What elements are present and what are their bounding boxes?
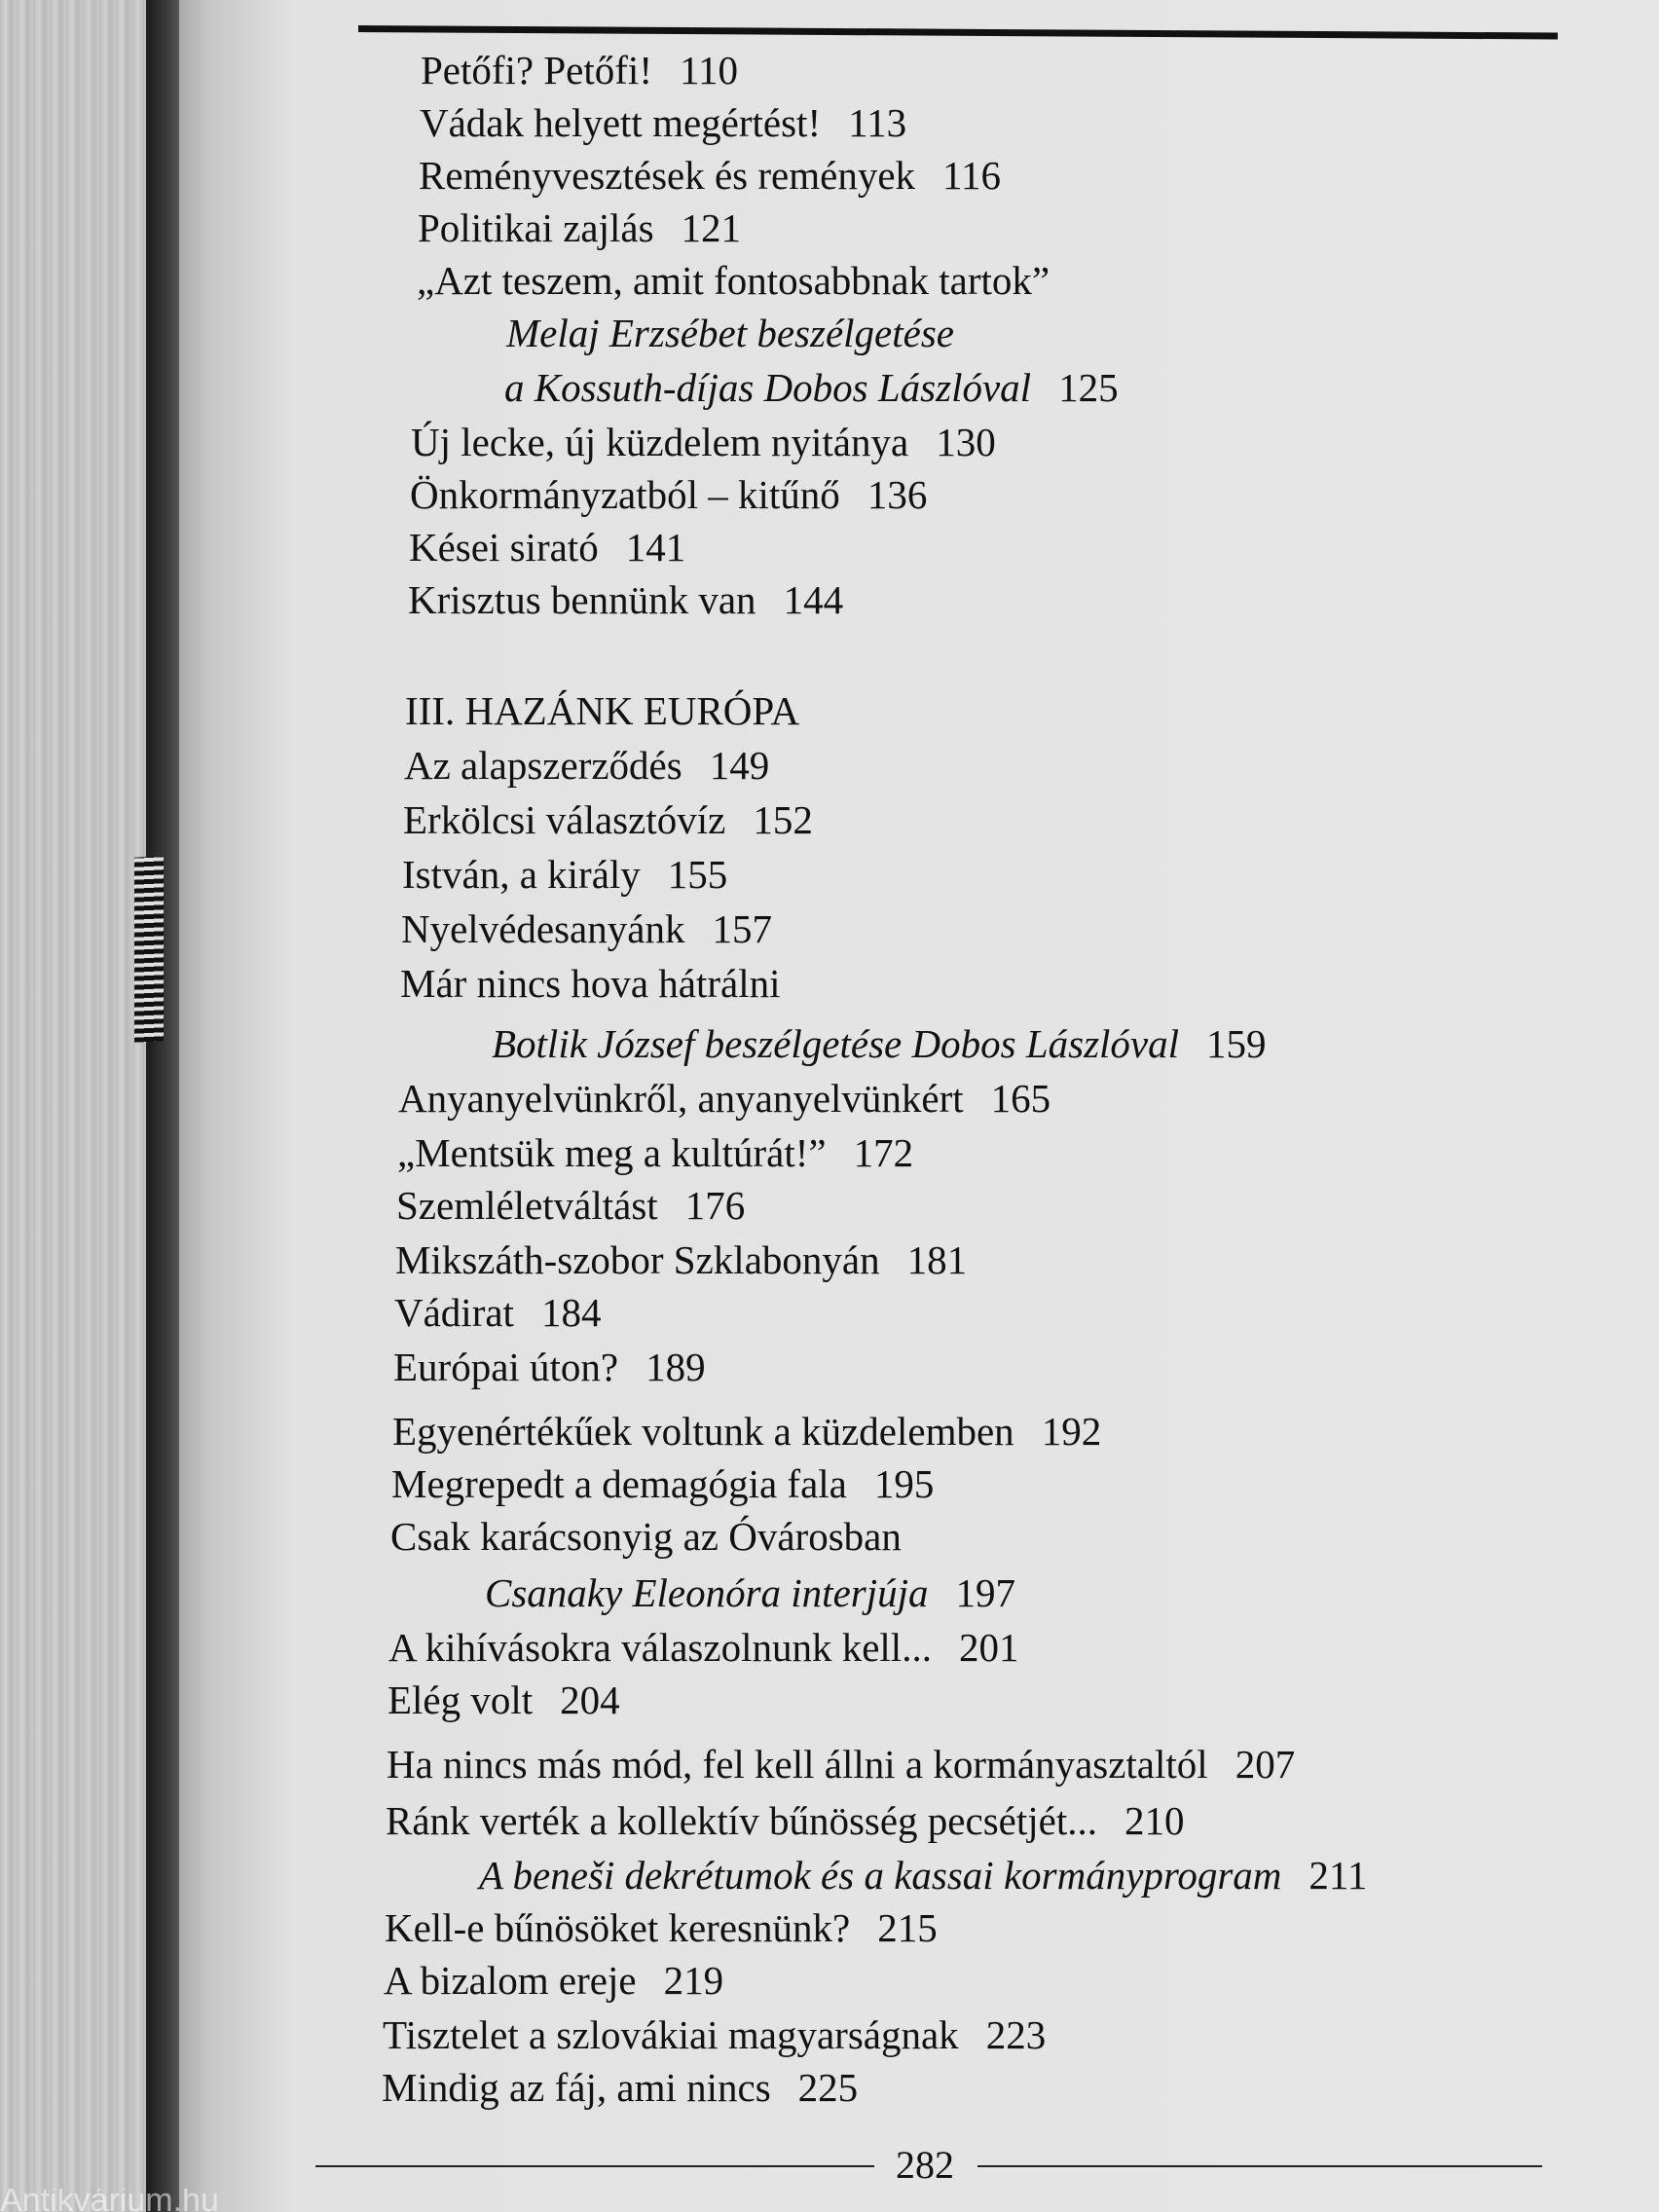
toc-entry: Európai úton? 189 [393, 1345, 706, 1389]
toc-entry: Az alapszerződés 149 [404, 743, 770, 788]
toc-subentry: Melaj Erzsébet beszélgetése [506, 311, 954, 355]
toc-entry: Csak karácsonyig az Óvárosban [390, 1514, 902, 1559]
page-footer [315, 2138, 1542, 2196]
toc-subentry: a Kossuth-díjas Dobos Lászlóval 125 [504, 365, 1119, 410]
toc-entry: Ránk verték a kollektív bűnösség pecsétjét... 210 [386, 1798, 1185, 1843]
background-surface [0, 0, 146, 2212]
toc-subentry: Csanaky Eleonóra interjúja 197 [485, 1570, 1016, 1615]
section-heading: III. HAZÁNK EURÓPA [405, 688, 800, 733]
toc-subentry: Botlik József beszélgetése Dobos Lászlóval 159 [492, 1021, 1267, 1066]
toc-entry: A kihívásokra válaszolnunk kell... 201 [388, 1625, 1019, 1670]
toc-entry: Vádak helyett megértést! 113 [420, 100, 907, 145]
watermark: Antikvárium.hu [0, 2189, 219, 2212]
toc-entry: Ha nincs más mód, fel kell állni a kormányasztaltól 207 [387, 1742, 1296, 1787]
toc-entry: Tisztelet a szlovákiai magyarságnak 223 [383, 2012, 1047, 2057]
toc-entry: Kell-e bűnösöket keresnünk? 215 [385, 1905, 938, 1950]
toc-entry: Nyelvédesanyánk 157 [401, 906, 772, 951]
toc-entry: Anyanyelvünkről, anyanyelvünkért 165 [398, 1076, 1051, 1121]
page-number: 282 [896, 2143, 954, 2187]
footer-rule-right [977, 2165, 1542, 2167]
toc-entry: Politikai zajlás 121 [418, 205, 742, 250]
toc-entry: Elég volt 204 [387, 1677, 620, 1722]
toc-entry: Vádirat 184 [394, 1290, 602, 1335]
spine-marker [134, 856, 164, 1043]
book-spine [146, 0, 179, 2212]
toc-entry: Erkölcsi választóvíz 152 [403, 797, 813, 842]
toc-entry: Krisztus bennünk van 144 [408, 577, 844, 622]
toc-entry: Reményvesztések és remények 116 [419, 153, 1002, 198]
toc-subentry: A beneši dekrétumok és a kassai kormányprogram 211 [479, 1853, 1368, 1898]
toc-entry: „Mentsük meg a kultúrát!” 172 [397, 1130, 914, 1175]
toc-entry: Önkormányzatból – kitűnő 136 [410, 472, 928, 517]
toc-entry: Már nincs hova hátrálni [400, 961, 781, 1006]
toc-entry: Petőfi? Petőfi! 110 [421, 48, 738, 92]
toc-entry: Egyenértékűek voltunk a küzdelemben 192 [392, 1409, 1102, 1454]
footer-rule-left [315, 2165, 874, 2167]
toc-entry: Mikszáth-szobor Szklabonyán 181 [395, 1237, 968, 1282]
toc-entry: István, a király 155 [402, 852, 728, 897]
toc-entry: Mindig az fáj, ami nincs 225 [382, 2065, 859, 2110]
toc-entry: „Azt teszem, amit fontosabbnak tartok” [417, 258, 1051, 303]
toc-entry: Megrepedt a demagógia fala 195 [391, 1461, 935, 1506]
toc-entry: Szemléletváltást 176 [396, 1183, 746, 1228]
toc-entry: A bizalom ereje 219 [384, 1958, 724, 2003]
toc-entry: Kései sirató 141 [409, 525, 686, 570]
toc-entry: Új lecke, új küzdelem nyitánya 130 [411, 420, 996, 464]
